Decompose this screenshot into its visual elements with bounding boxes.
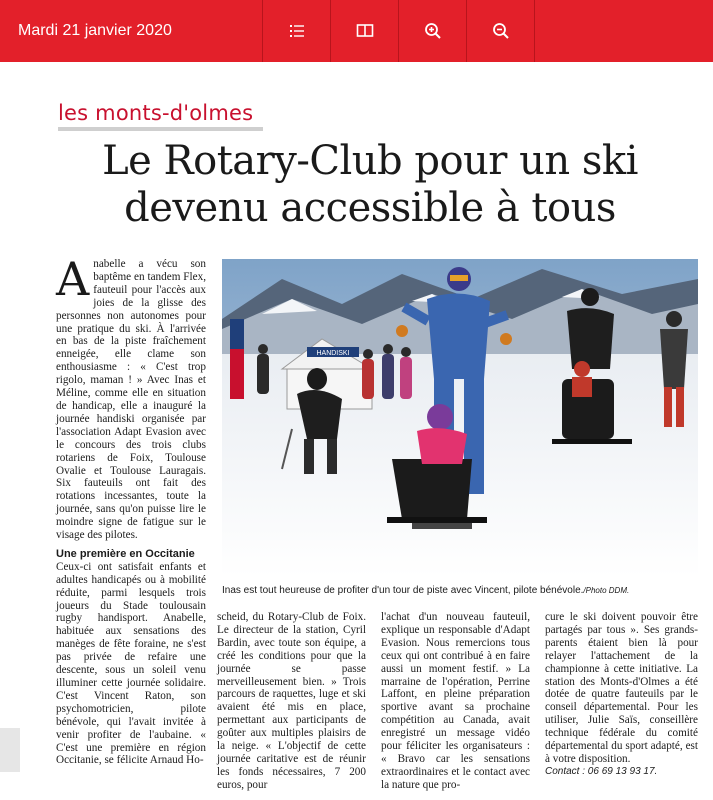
drop-cap: A bbox=[56, 252, 90, 306]
zoom-out-icon bbox=[492, 22, 510, 40]
toolbar-spacer bbox=[535, 0, 713, 62]
subheading: Une première en Occitanie bbox=[56, 547, 195, 560]
article-column-3: l'achat d'un nouveau fauteuil, explique un responsable d'Adapt Evasion. Nous remercions tous ceux qui ont contribué à en faire aussi un moment festif. » La marraine de l'opération, Perrine Laffont, en pleine préparation sportive avant sa prochaine compétition au Canada, avait enregistré un message vidéo pour féliciter les organisateurs : « Bravo car les sensations extraordinaires et le contact avec la nature que pro- bbox=[381, 611, 530, 791]
list-icon bbox=[288, 22, 306, 40]
article-photo bbox=[222, 259, 698, 577]
photo-caption bbox=[222, 585, 698, 596]
double-page-button[interactable] bbox=[331, 0, 399, 62]
headline bbox=[40, 138, 700, 232]
intro-paragraph: Anabelle a vécu son baptême en tandem Flex, fauteuil pour l'accès aux joies de la glisse des personnes non autonomes pour une pratique du ski. À l'arrivée en bas de la piste fraîchement enneigée, elle clame son enthousiasme : « C'est trop rigolo, maman ! » Avec Inas et Méline, comme elle en situation de handicap, elle a inauguré la journée handiski organisée par l'association Adapt Evasion avec le concours des trois clubs rotariens de Foix, Toulouse Ovalie et Toulouse Lauragais. Six fauteuils ont fait des rotations incessantes, toute la journée, sans qu'on puisse lire le moindre signe de fatigue sur le visage des pilotes. bbox=[56, 252, 206, 542]
contact-line: Contact : 06 69 13 93 17. bbox=[545, 765, 658, 777]
zoom-in-button[interactable] bbox=[399, 0, 467, 62]
photo-credit: /Photo DDM. bbox=[583, 586, 630, 595]
book-icon bbox=[356, 22, 374, 40]
ski-scene-image bbox=[222, 259, 698, 577]
zoom-in-icon bbox=[424, 22, 442, 40]
headline-line-1: Le Rotary-Club pour un ski bbox=[102, 138, 638, 184]
article-column-4 bbox=[545, 611, 698, 779]
body-paragraph: Ceux-ci ont satisfait enfants et adultes handicapés ou à mobilité réduite, parmi lesquels trois joueurs du Stade toulousain rugby handisport. Anabelle, habituée aux sensations des manèges de fête foraine, ne s'est pas privée de refaire une descente, sous un soleil venu illuminer cette journée solidaire. C'est Vincent Raton, son psychomotricien, pilote bénévole, qui l'avait invitée à venir profiter de l'aubaine. « C'est une première en région Occitanie, se félicite Arnaud Ho- bbox=[56, 560, 206, 767]
side-tab[interactable] bbox=[0, 728, 20, 772]
zoom-out-button[interactable] bbox=[467, 0, 535, 62]
article-column-1 bbox=[56, 252, 206, 767]
toolbar bbox=[0, 0, 713, 62]
headline-line-2: devenu accessible à tous bbox=[124, 185, 616, 231]
article-column-2: scheid, du Rotary-Club de Foix. Le directeur de la station, Cyril Bardin, avec toute son équipe, a créé les conditions pour que la journée se passe merveilleusement bien. » Trois parcours de raquettes, luge et ski avaient été mis en place, permettant aux participants de goûter aux multiples plaisirs de la neige. « L'objectif de cette journée caritative est de réunir les fonds nécessaires, 7 200 euros, pour bbox=[217, 611, 366, 791]
column-4-paragraph: cure le ski doivent pouvoir être partagés par tous ». Ses grands-parents étaient bien là pour relayer l'attachement de la championne à cette initiative. La station des Monts-d'Olmes a été dotée de quatre fauteuils par le conseil départemental. Pour les utiliser, Julie Saïs, conseillère technique fédérale du comité départemental du sport adapté, est à votre disposition. bbox=[545, 611, 698, 765]
section-rubric: les monts-d'olmes bbox=[58, 101, 263, 131]
tent-banner-text: HANDISKI bbox=[316, 350, 350, 357]
issue-date: Mardi 21 janvier 2020 bbox=[0, 0, 263, 62]
contents-button[interactable] bbox=[263, 0, 331, 62]
caption-text: Inas est tout heureuse de profiter d'un tour de piste avec Vincent, pilote bénévole. bbox=[222, 585, 584, 596]
